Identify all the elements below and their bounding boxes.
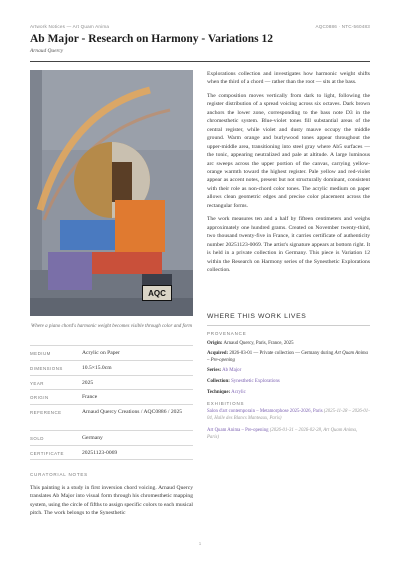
page-number: 1: [198, 541, 202, 546]
header-left: Artwork Notices — Art Quam Anima: [30, 24, 110, 29]
provenance-collection: [207, 378, 370, 385]
collection-link[interactable]: Synesthetic Explorations: [231, 379, 280, 384]
where-heading: WHERE THIS WORK LIVES: [207, 313, 307, 320]
meta-row-medium: [30, 345, 193, 360]
exhibition-date: (2026-01-31 – 2026-02-28, Art Quam Anima, Paris): [207, 428, 358, 440]
series-link[interactable]: Ab Major: [222, 368, 242, 373]
provenance-technique: [207, 389, 370, 396]
curatorial-notes-label: CURATORIAL NOTES: [30, 472, 88, 477]
meta-key: CERTIFICATE: [30, 450, 64, 456]
meta-value: 10.5×15.0cm: [82, 364, 112, 371]
meta-row-year: [30, 375, 193, 390]
exhibition-date: (2025-11-28 – 2026-01-04, Halle des Blancs Manteaux, Paris): [207, 409, 370, 421]
meta-key: DIMENSIONS: [30, 365, 63, 371]
artist-signature: AQC: [142, 285, 172, 301]
origin-value: Arnaud Quercy, Paris, France, 2025: [223, 341, 294, 346]
artist-name: Arnaud Quercy: [30, 48, 64, 54]
provenance-label: PROVENANCE: [207, 331, 247, 336]
where-divider: [207, 325, 370, 326]
acquired-label: Acquired:: [207, 351, 229, 356]
exhibitions-label: EXHIBITIONS: [207, 401, 245, 406]
header-right: AQC0886 · NTC-560483: [315, 24, 370, 29]
meta-key: ORIGIN: [30, 395, 49, 401]
artwork-caption: Where a piano chord's harmonic weight becomes visible through color and form: [31, 324, 192, 329]
origin-label: Origin:: [207, 341, 223, 346]
meta-value: Arnaud Quercy Creations / AQC0886 / 2025: [82, 409, 183, 416]
essay: [207, 70, 370, 279]
meta-value: Germany: [82, 435, 103, 442]
title-divider: [30, 61, 370, 62]
collection-label: Collection:: [207, 379, 230, 384]
meta-value: Acrylic on Paper: [82, 350, 120, 356]
technique-label: Technique:: [207, 390, 231, 395]
essay-paragraph: Explorations collection and investigates how harmonic weight shifts when the third of a chord — rather than the root — sits at the bass.: [207, 71, 370, 86]
artwork-painting: [30, 70, 193, 316]
provenance-series: [207, 367, 370, 374]
technique-link[interactable]: Acrylic: [231, 390, 246, 395]
provenance-acquired: [207, 350, 370, 364]
exhibition-item: [207, 428, 370, 441]
curatorial-notes-text: This painting is a study in first inversion chord voicing. Arnaud Quercy translates Ab Major into visual form through his chromesthetic mapping system, using the circle of fifths to assign specific colors to each musical pitch. The work belongs to the Synesthetic: [30, 485, 193, 517]
meta-value: France: [82, 394, 98, 401]
acquired-event: Art Quam Anima – Pre-opening: [207, 351, 368, 363]
meta-value: 2025: [82, 379, 94, 386]
exhibition-link[interactable]: Art Quam Anima – Pre-opening: [207, 428, 269, 433]
meta-row-origin: [30, 389, 193, 404]
exhibition-item: [207, 409, 370, 422]
exhibition-link[interactable]: Salon d'art contemporain – Metamorphose 2025-2026, Paris: [207, 409, 323, 414]
page-title: Ab Major - Research on Harmony - Variations 12: [30, 33, 273, 45]
meta-row-reference: [30, 404, 193, 430]
page-header: [30, 24, 370, 29]
acquired-value: 2026-03-01 — Private collection — Germany during: [229, 351, 334, 356]
meta-key: SOLD: [30, 436, 44, 442]
meta-key: MEDIUM: [30, 351, 51, 356]
meta-key: REFERENCE: [30, 410, 62, 416]
meta-row-sold: [30, 430, 193, 445]
provenance-origin: [207, 340, 370, 347]
essay-paragraph: The work measures ten and a half by fifteen centimeters and weighs approximately one hundred grams. Created on November twenty-third, two thousand twenty-five in France, it carries certificate of authenticity number 20251123-0069. The artist's signature appears at bottom right. It is held in a private collection in Germany. This piece is Variation 12 within the Research on Harmony series of the Synesthetic Explorations collection.: [207, 216, 370, 273]
meta-row-dimensions: [30, 360, 193, 375]
artwork-metadata: [30, 345, 193, 460]
meta-key: YEAR: [30, 380, 44, 386]
series-label: Series:: [207, 368, 222, 373]
artwork-image: [30, 70, 193, 316]
essay-paragraph: The composition moves vertically from dark to light, following the register distribution of a spread voicing across six octaves. Dark brown anchors the lower zone, corresponding to the bass note D3 in the chromesthetic system. Blue-violet tones fill substantial areas of the central register, while violet and dusty mauve occupy the middle ground. Warm orange and burlywood tones appear throughout the upper-middle area, transitioning into steel gray where Ab5 surfaces — the tonic, appearing neutralized and pale at altitude. A large luminous arc sweeps across the upper portion of the canvas, carrying yellow-orange warmth toward the highest register. Pale yellow and red-violet appear as accent notes, present but not structurally dominant, consistent with their role as non-chord color tones. The acrylic medium on paper allows clean geometric edges and precise color placement across the rectangular forms.: [207, 92, 370, 209]
meta-value: 20251123-0069: [82, 449, 118, 456]
meta-row-certificate: [30, 445, 193, 460]
